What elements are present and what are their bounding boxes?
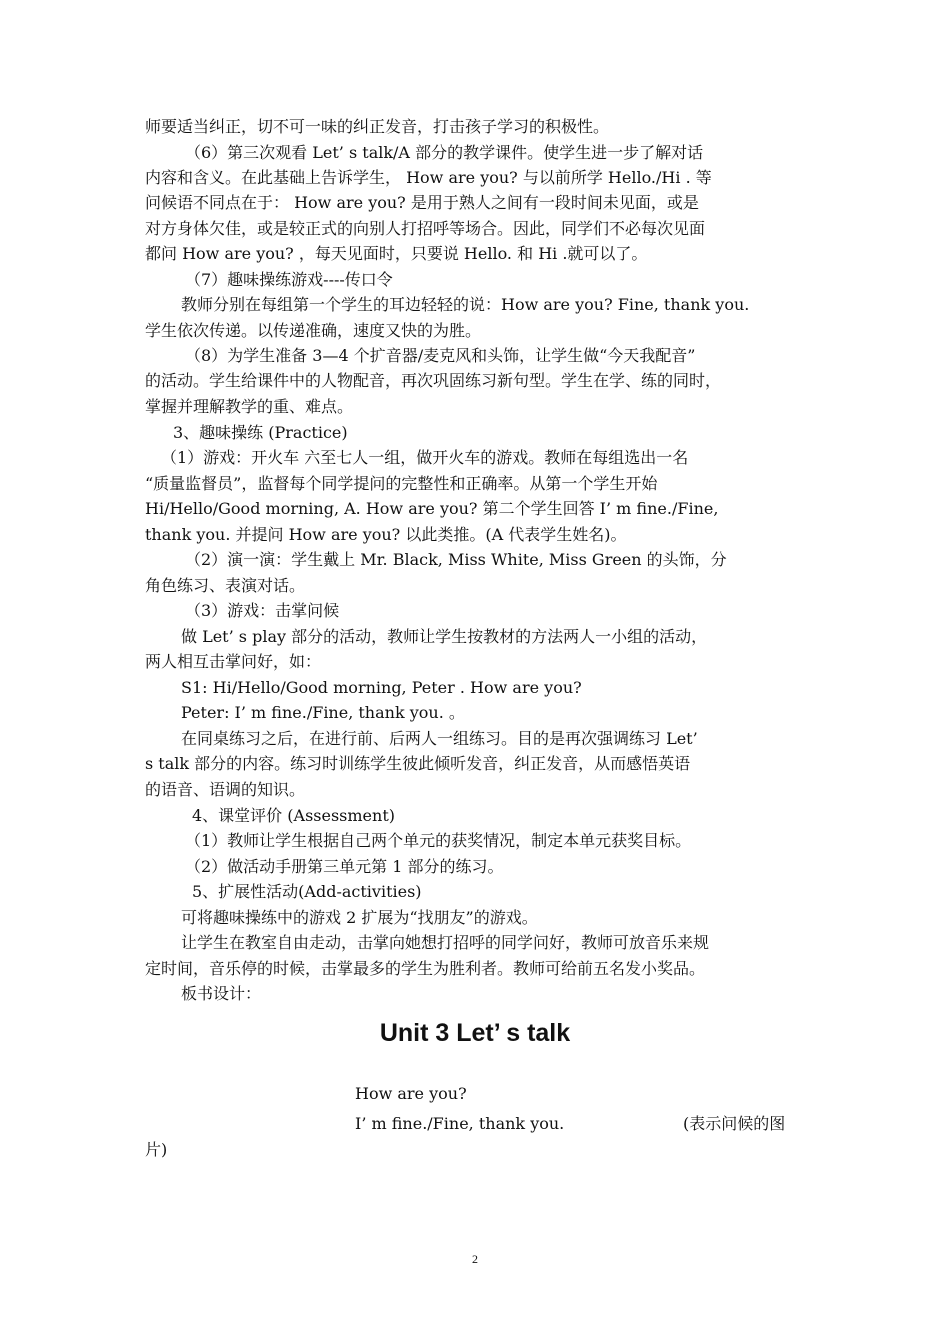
text-line: （1）游戏：开火车 六至七人一组，做开火车的游戏。教师在每组选出一名 <box>161 448 689 467</box>
board-line: How are you? <box>355 1084 467 1103</box>
text-line: 内容和含义。在此基础上告诉学生， How are you? 与以前所学 Hello./Hi . 等 <box>145 168 712 187</box>
text-line: thank you. 并提问 How are you? 以此类推。(A 代表学生姓名)。 <box>145 525 627 544</box>
board-note: 片) <box>145 1140 168 1159</box>
board-title: Unit 3 Let’ s talk <box>379 1019 571 1047</box>
text-line: 教师分别在每组第一个学生的耳边轻轻的说：How are you? Fine, thank you. <box>181 295 750 314</box>
board-line: I’ m fine./Fine, thank you. <box>355 1114 565 1133</box>
text-line: 对方身体欠佳，或是较正式的向别人打招呼等场合。因此，同学们不必每次见面 <box>145 219 706 238</box>
text-line: 让学生在教室自由走动，击掌向她想打招呼的同学问好，教师可放音乐来规 <box>181 933 710 952</box>
text-line: 学生依次传递。以传递准确，速度又快的为胜。 <box>145 321 482 340</box>
text-line: 做 Let’ s play 部分的活动，教师让学生按教材的方法两人一小组的活动， <box>181 627 708 646</box>
text-line: 在同桌练习之后，在进行前、后两人一组练习。目的是再次强调练习 Let’ <box>181 729 698 748</box>
section-heading: 5、扩展性活动(Add-activities) <box>192 882 422 901</box>
text-line: 问候语不同点在于： How are you? 是用于熟人之间有一段时间未见面，或是 <box>145 193 699 212</box>
text-line: Hi/Hello/Good morning, A. How are you? 第二个学生回答 I’ m fine./Fine, <box>145 499 719 518</box>
page-number: 2 <box>472 1252 478 1266</box>
text-line: （8）为学生准备 3—4 个扩音器/麦克风和头饰，让学生做“今天我配音” <box>185 346 696 365</box>
text-line: 角色练习、表演对话。 <box>145 576 306 595</box>
section-heading: 3、趣味操练 (Practice) <box>173 423 348 442</box>
section-heading: 4、课堂评价 (Assessment) <box>192 806 395 825</box>
text-line: “质量监督员”，监督每个同学提问的完整性和正确率。从第一个学生开始 <box>145 474 658 493</box>
board-note: (表示问候的图 <box>683 1114 786 1133</box>
text-line: 掌握并理解教学的重、难点。 <box>145 397 354 416</box>
dialogue-line: Peter: I’ m fine./Fine, thank you. 。 <box>181 703 465 722</box>
dialogue-line: S1: Hi/Hello/Good morning, Peter . How are you? <box>181 678 582 697</box>
text-line: 的活动。学生给课件中的人物配音，再次巩固练习新句型。学生在学、练的同时， <box>145 371 722 390</box>
text-line: 板书设计： <box>181 984 262 1003</box>
text-line: （1）教师让学生根据自己两个单元的获奖情况，制定本单元获奖目标。 <box>185 831 692 850</box>
text-line: 定时间，音乐停的时候，击掌最多的学生为胜利者。教师可给前五名发小奖品。 <box>145 959 706 978</box>
text-line: （6）第三次观看 Let’ s talk/A 部分的教学课件。使学生进一步了解对话 <box>185 143 704 162</box>
text-line: 师要适当纠正，切不可一味的纠正发音，打击孩子学习的积极性。 <box>145 117 610 136</box>
text-line: （7）趣味操练游戏----传口令 <box>185 270 393 289</box>
text-line: （3）游戏：击掌问候 <box>185 601 340 620</box>
text-line: （2）演一演：学生戴上 Mr. Black, Miss White, Miss Green 的头饰，分 <box>185 550 727 569</box>
text-line: 的语音、语调的知识。 <box>145 780 306 799</box>
text-line: （2）做活动手册第三单元第 1 部分的练习。 <box>185 857 504 876</box>
text-line: s talk 部分的内容。练习时训练学生彼此倾听发音，纠正发音，从而感悟英语 <box>145 754 691 773</box>
text-line: 可将趣味操练中的游戏 2 扩展为“找朋友”的游戏。 <box>181 908 538 927</box>
text-line: 都问 How are you? ，每天见面时，只要说 Hello. 和 Hi .就可以了。 <box>145 244 648 263</box>
text-line: 两人相互击掌问好，如： <box>145 652 322 671</box>
